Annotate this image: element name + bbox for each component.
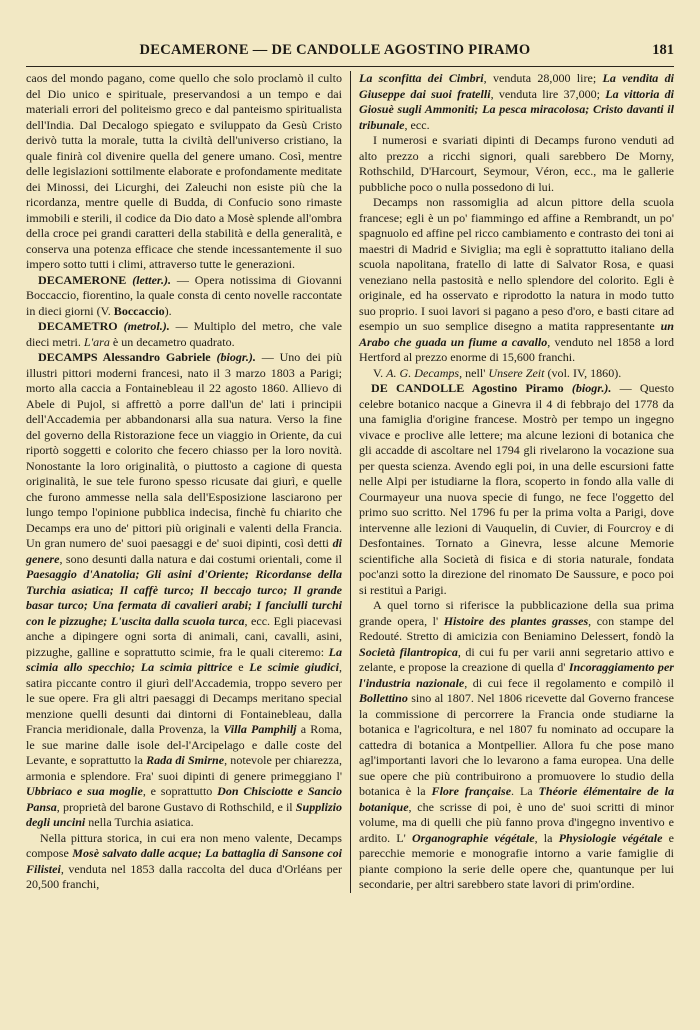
running-title: DECAMERONE — DE CANDOLLE AGOSTINO PIRAMO <box>139 42 531 58</box>
entry-headword: DE CANDOLLE Agostino Piramo <box>371 381 564 395</box>
entry-headword: DECAMERONE <box>38 272 127 287</box>
page-number: 181 <box>652 42 674 58</box>
paragraph-publications: A quel torno si riferisce la pubblicazione della sua prima grande opera, l' Histoire des plantes grasses, con stampe del Redouté. Stretto di amicizia con Beniamino Delessert, fondò la Società filantropica, di cui fu per varii anni segretario attivo e zelante, e propose la creazione di quella d' Incoraggiamento per l'industria nazionale, di cui fece il regolamento e compilò il Bollettino sino al 1807. Nel 1806 ricevette dal Governo francese la commissione di percorrere la Francia onde studiarne la botanica e l'agricoltura, e nel 1807 fu nominato ad occupare la cattedra di botanica a Montpellier. Allora fu che pose mano agl'importanti lavori che lo levarono a fama europea. Una delle sue opere che più contribuirono a promuovere lo studio della botanica è la Flore française. La Théorie élémentaire de la botanique, che scrisse di poi, è uno de' suoi scritti di minor volume, ma di quelli che più fanno prova d'ingegno inventivo e ardito. L' Organographie végétale, la Physiologie végétale e parecchie memorie e monografie intorno a varie famiglie di piante compiono la serie delle opere che, quantunque per lui secondarie, per altri sarebbero state lavori di prim'ordine. <box>359 598 675 891</box>
entry-headword: DECAMETRO <box>38 319 118 333</box>
entry-de-candolle: DE CANDOLLE Agostino Piramo (biogr.). — Questo celebre botanico nacque a Ginevra il 4 di febbrajo del 1778 da una famiglia d'origine francese. Mostrò per tempo un ingegno vivace e proclive alle lettere; ma alcune lezioni di botanica che gli accadde di ascoltare nel 1794 gli rivelarono la vocazione sua per questa scienza. Avendo egli poi, in una delle escursioni fatte nelle Alpi per istudiarne la flora, scoperto in fondo alla valle di Courmayeur una nuova specie di fungo, ne fece l'oggetto del primo suo scritto. Nel 1796 fu per la prima volta a Parigi, dove intervenne alle lezioni di Vauquelin, di Cuvier, di Fourcroy e di Desfontaines. Tornato a Ginevra, lesse alcune Memorie scientifiche alla Società di fisica e di storia naturale, fondata poc'anzi sotto la direzione del rinomato De Saussure, e poco poi si restituì a Parigi. <box>359 381 674 597</box>
entry-decamps: DECAMPS Alessandro Gabriele (biogr.). — Uno dei più illustri pittori moderni francesi, nato il 3 marzo 1803 a Parigi; morto alla caccia a Fontainebleau il 22 agosto 1860. Allievo di Abele di Pujol, si affrettò a porre dall'un de' lati i principii dell'Accademia per abbandonarsi alla sua natura. Verso la fine del governo della Ristorazione fece un viaggio in Oriente, da cui riportò soggetti e colorito che fecero chiasso per la loro novità. Nonostante la loro originalità, o piuttosto a cagione di questa originalità, le sue tele furono spesso ricusate dai giurì, e quelle che furono ammesse nella sala dell'Esposizione lasciarono per lungo tempo l'opinione pubblica indecisa, finchè fu chiarito che Decamps era uno de' pittori più originali e valenti della Francia. Un gran numero de' suoi paesaggi e de' suoi dipinti, così detti di genere, sono desunti dalla natura e dai costumi orientali, come il Paesaggio d'Anatolia; Gli asini d'Oriente; Ricordanse della Turchia asiatica; Il caffè turco; Il beccajo turco; Il grande basar turco; Una fermata di cavalieri arabi; I fanciulli turchi con le pizzughe; L'uscita dalla scuola turca, ecc. Egli piacevasi anche a dipingere ogni sorta di animali, cani, cavalli, asini, pizzughe, galline e soprattutto scimie, fra le quali citeremo: La scimia allo specchio; La scimia pittrice e Le scimie giudici, satira piccante contro il giurì dell'Accademia, troppo severo per le sue opere. Fra gli altri paesaggi di Decamps meritano special menzione quelli desunti dai dintorni di Fontainebleau, dalla Francia meridionale, dalla Provenza, la Villa Pamphilj a Roma, le sue marine dalle isole del-l'Arcipelago e dalle coste del Levante, e soprattutto la Rada di Smirne, notevole per chiarezza, armonia e splendore. Fra' suoi dipinti di genere primeggiano l' Ubbriaco e sua moglie, e soprattutto Don Chisciotte e Sancio Pansa, proprietà del barone Gustavo di Rothschild, e il Supplizio degli uncini nella Turchia asiatica. <box>26 350 343 829</box>
paragraph-pittura-storica: Nella pittura storica, in cui era non meno valente, Decamps compose Mosè salvato dalle acque; La battaglia di Sansone coi Filistei, venduta nel 1853 dalla raccolta del duca d'Orléans per 20,500 franchi, <box>26 830 342 891</box>
right-column <box>350 71 674 893</box>
paragraph-decalogo: caos del mondo pagano, come quello che solo proclamò il culto del Dio unico e spirituale, preservandosi a un tempo e dai materiali errori del politeismo greco e dal panteismo spiritualista dell'India. Dal Decalogo spiegato e sviluppato da Gesù Cristo derivò tutta la morale, tutta la civiltà dell'universo cristiano, la quale finirà col divenire quella del genere umano. Così, mentre delle legislazioni sottilmente elaborate e profondamente meditate dei Minossi, dei Licurghi, dei Zaleuchi non esiste più che la ricordanza, mentre quelle di Budda, di Confucio sono rimaste immobili e sterili, il codice da Dio dato a Mosè splende all'ombra della croce pei grandi caratteri della stabilità e della generalità, e conserva una potenza efficace che stende incessantemente il suo impero sotto tutti i climi, attraverso tutte le generazioni. <box>26 71 342 271</box>
entry-decametro: DECAMETRO (metrol.). — Multiplo del metro, che vale dieci metri. L'ara è un decametro quadrato. <box>26 319 342 349</box>
paragraph-reference: V. A. G. Decamps, nell' Unsere Zeit (vol. IV, 1860). <box>373 365 622 380</box>
paragraph-works-continued: La sconfitta dei Cimbri, venduta 28,000 lire; La vendita di Giuseppe dai suoi fratelli, venduta lire 37,000; La vittoria di Giosuè sugli Ammoniti; La pesca miracolosa; Cristo davanti il tribunale, ecc. <box>359 71 674 132</box>
text-columns <box>26 71 674 893</box>
paragraph-sales: I numerosi e svariati dipinti di Decamps furono venduti ad alto prezzo a ricchi signori, quali sarebbero De Morny, Rothschild, D'Harcourt, Seymour, Véron, ecc., ma le gallerie pubbliche poco o nulla possedono di lui. <box>359 133 674 194</box>
running-header <box>26 40 674 67</box>
entry-headword: DECAMPS Alessandro Gabriele <box>38 350 211 364</box>
entry-decamerone: DECAMERONE (letter.). — Opera notissima di Giovanni Boccaccio, fiorentino, la quale consta di cento novelle raccontate in dieci giorni (V. Boccaccio). <box>26 272 342 318</box>
left-column <box>26 71 350 893</box>
paragraph-style: Decamps non rassomiglia ad alcun pittore della scuola francese; egli è un po' fiammingo ed affine a Rembrandt, un po' spagnuolo ed affine pel ricco cambiamento e contrasto dei toni ai maestri di Madrid e Siviglia; ma egli è soprattutto italiano della scuola napolitana, fratello di latte di Salvator Rosa, e quasi veneziano nella pastosità e nello splendore del colorito. Egli è originale, ed ha osservato e riprodotto la natura in modo tutto suo proprio. I suoi lavori si pagano a peso d'oro, e basti citare ad esempio un suo semplice disegno a matita rappresentante un Arabo che guada un fiume a cavallo, venduto nel 1858 a lord Hertford al prezzo enorme di 15,600 franchi. <box>359 195 674 364</box>
